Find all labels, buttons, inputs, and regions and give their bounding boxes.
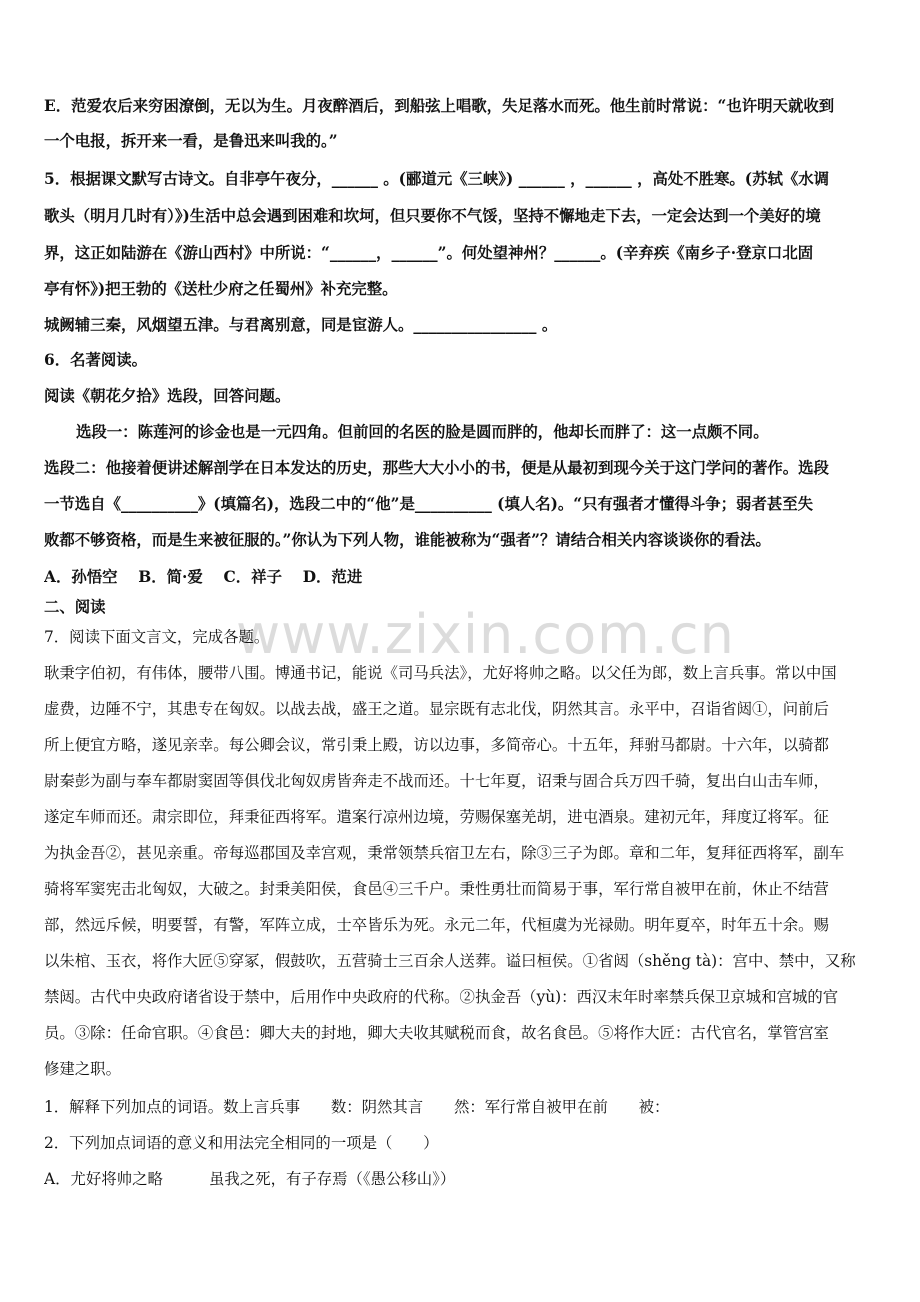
q7-sub-2: 2．下列加点词语的意义和用法完全相同的一项是（ ） — [44, 1134, 439, 1152]
passage-line-12: 修建之职。 — [44, 1060, 121, 1078]
q5-line-2: 歌头（明月几时有）》)生活中总会遇到困难和坎坷，但只要你不气馁，坚持不懈地走下去，一定会达到一个美好的境 — [44, 207, 821, 225]
q5-line-5: 城阙辅三秦，风烟望五津。与君离别意，同是宦游人。________________ 。 — [44, 316, 558, 334]
passage-line-10: 禁闼。古代中央政府诸省设于禁中，后用作中央政府的代称。②执金吾（yù)：西汉末年时率禁兵保卫京城和宫城的官 — [44, 988, 839, 1006]
passage-line-2: 虚费，边陲不宁，其患专在匈奴。以战去战，盛王之道。显宗既有志北伐，阴然其言。永平中，召诣省闼①，问前后 — [44, 700, 829, 718]
q6-question-1: 一节选自《__________》(填篇名)，选段二中的“他”是__________ (填人名)。“只有强者才懂得斗争；弱者甚至失 — [44, 495, 814, 513]
q6-instruction: 阅读《朝花夕拾》选段，回答问题。 — [44, 387, 291, 405]
q6-excerpt-1: 选段一：陈莲河的诊金也是一元四角。但前回的名医的脸是圆而胖的，他却长而胖了：这一点颇不同。 — [76, 423, 769, 441]
q5-line-4: 亭有怀》)把王勃的《送杜少府之任蜀州》补充完整。 — [44, 280, 398, 298]
watermark: www.zixin.com.cn — [236, 603, 735, 666]
option-e-line-2: 一个电报，拆开来一看，是鲁迅来叫我的。” — [44, 132, 338, 150]
passage-line-4: 尉秦彭为副与奉车都尉窦固等俱伐北匈奴虏皆奔走不战而还。十七年夏，诏秉与固合兵万四千骑，复出白山击车师， — [44, 772, 829, 790]
q7-sub-1: 1．解释下列加点的词语。数上言兵事 数：阴然其言 然：军行常自被甲在前 被： — [44, 1098, 670, 1116]
q6-heading: 6．名著阅读。 — [44, 351, 148, 369]
passage-line-11: 员。③除：任命官职。④食邑：卿大夫的封地，卿大夫收其赋税而食，故名食邑。⑤将作大匠：古代官名，掌管宫室 — [44, 1024, 829, 1042]
passage-line-5: 遂定车师而还。肃宗即位，拜秉征西将军。遣案行凉州边境，劳赐保塞羌胡，进屯酒泉。建初元年，拜度辽将军。征 — [44, 808, 829, 826]
q6-options: A．孙悟空 B．简·爱 C．祥子 D．范进 — [44, 568, 363, 586]
passage-line-3: 所上便宜方略，遂见亲幸。每公卿会议，常引秉上殿，访以边事，多简帝心。十五年，拜驸马都尉。十六年，以骑都 — [44, 736, 829, 754]
passage-line-6: 为执金吾②，甚见亲重。帝每巡郡国及幸宫观，秉常领禁兵宿卫左右，除③三子为郎。章和二年，复拜征西将军，副车 — [44, 844, 845, 862]
q6-excerpt-2: 选段二：他接着便讲述解剖学在日本发达的历史，那些大大小小的书，便是从最初到现今关于这门学问的著作。选段 — [44, 459, 829, 477]
passage-line-9: 以朱棺、玉衣，将作大匠⑤穿冢，假鼓吹，五营骑士三百余人送葬。谥曰桓侯。①省闼（shěng tà)：宫中、禁中，又称 — [44, 952, 856, 970]
q7-heading: 7．阅读下面文言文，完成各题。 — [44, 628, 270, 646]
q5-line-3: 界，这正如陆游在《游山西村》中所说：“______，______”。何处望神州？______。(辛弃疾《南乡子·登京口北固 — [44, 244, 814, 262]
passage-line-8: 部，然远斥候，明要誓，有警，军阵立成，士卒皆乐为死。永元二年，代桓虞为光禄勋。明年夏卒，时年五十余。赐 — [44, 916, 829, 934]
q6-question-2: 败都不够资格，而是生来被征服的。”你认为下列人物，谁能被称为“强者”？请结合相关内容谈谈你的看法。 — [44, 531, 771, 549]
passage-line-7: 骑将军窦宪击北匈奴，大破之。封秉美阳侯，食邑④三千户。秉性勇壮而简易于事，军行常自被甲在前，休止不结营 — [44, 880, 829, 898]
passage-line-1: 耿秉字伯初，有伟体，腰带八围。博通书记，能说《司马兵法》，尤好将帅之略。以父任为郎，数上言兵事。常以中国 — [44, 664, 837, 682]
section-2-heading: 二、阅读 — [44, 598, 106, 616]
q7-sub-2-option-a: A．尤好将帅之略 虽我之死，有子存焉（《愚公移山》） — [44, 1170, 456, 1188]
option-e-line-1: E．范爱农后来穷困潦倒，无以为生。月夜醉酒后，到船弦上唱歌，失足落水而死。他生前时常说：“也许明天就收到 — [44, 97, 835, 115]
q5-line-1: 5．根据课文默写古诗文。自非亭午夜分，______ 。(郦道元《三峡》) ______ ，______ ，高处不胜寒。(苏轼《水调 — [44, 170, 830, 188]
